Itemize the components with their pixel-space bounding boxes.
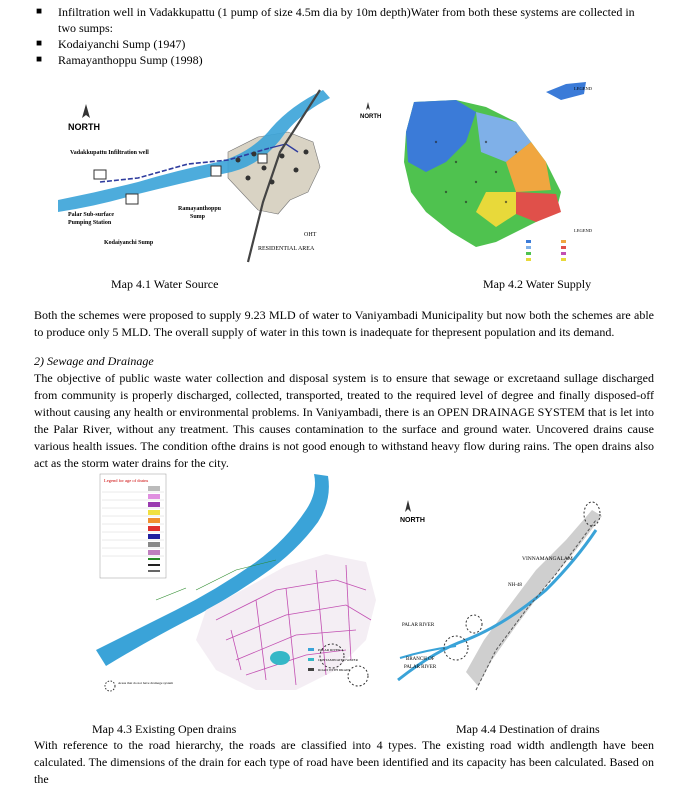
figure-caption: Map 4.2 Water Supply (483, 277, 592, 291)
map-existing-open-drains (96, 470, 382, 706)
figure-caption: Map 4.4 Destination of drains (456, 722, 600, 736)
bullet-list (34, 4, 654, 68)
figure-caption: Map 4.3 Existing Open drains (92, 722, 237, 736)
figure-caption: Map 4.1 Water Source (111, 277, 219, 291)
map-label: VINNAMANGALAM (522, 556, 573, 562)
map-water-supply (356, 82, 604, 272)
legend-label: Areas that do not have drainage system (118, 681, 174, 685)
paragraph: The objective of public waste water collection and disposal system is to ensure that sewage or excretaand sullage discharged from community is properly discharged, collected, transported, treated to the required level of degree and finally disposed-off without causing any health or environmental problems. In Vaniyambadi, there is an OPEN DRAINAGE SYSTEM that is let into the Palar River, without any treatment. This causes contamination to the surface and ground water. Uncovered drains cause various health issues. The condition ofthe drains is not good enough to withstand heavy flow during rains. The open drains also act as the storm water drains for the city. (34, 371, 654, 470)
north-label: NORTH (68, 122, 100, 132)
map-label: BRANCH OF (406, 657, 435, 662)
bullet-icon: ■ (36, 6, 43, 17)
north-label: NORTH (360, 114, 382, 120)
map-label: NH-48 (508, 583, 522, 588)
bullet-text: Infiltration well in Vadakkupattu (1 pump of size 4.5m dia by 10m depth)Water from both these systems are collected in two sumps: (58, 5, 635, 35)
list-item (34, 4, 654, 36)
bullet-text: Ramayanthoppu Sump (1998) (58, 53, 203, 67)
map-label: PALAR RIVER (404, 665, 437, 670)
legend-label: LEGEND (574, 228, 592, 233)
bullet-text: Kodaiyanchi Sump (1947) (58, 37, 186, 51)
section-heading: 2) Sewage and Drainage (34, 354, 154, 368)
paragraph: With reference to the road hierarchy, the roads are classified into 4 types. The existing road width andlength have been calculated. The dimensions of the drain for each type of road have been identified and its capacity has been calculated. Based on the (34, 738, 654, 786)
map-label: RESIDENTIAL AREA (258, 246, 315, 252)
list-item (34, 36, 654, 52)
paragraph: Both the schemes were proposed to supply 9.23 MLD of water to Vaniyambadi Municipality but now both the schemes are able to produce only 5 MLD. The overall supply of water in this town is inadequate for thepresent population and its demand. (34, 308, 654, 339)
map-destination-graphic (396, 490, 610, 702)
bullet-icon: ■ (36, 54, 43, 65)
map-label: Pumping Station (68, 220, 112, 226)
legend-label: LEGEND (574, 86, 592, 91)
map-label: OHT (304, 232, 317, 238)
map-label: Kodaiyanchi Sump (104, 240, 154, 246)
list-item (34, 52, 654, 68)
legend-title: Legend for age of drains (104, 478, 149, 483)
map-water-source-graphic (58, 82, 336, 264)
map-label: Palar Sub-surface (68, 212, 115, 218)
legend-label: CONTAMINATED WATER (318, 658, 359, 662)
map-existing-open-drains-graphic (96, 470, 382, 706)
legend-label: PALAR RIVER (318, 648, 341, 652)
map-label: Vadakkupattu Infiltration well (70, 150, 149, 156)
map-label: PALAR RIVER (402, 623, 435, 628)
map-water-supply-graphic (356, 82, 604, 272)
map-destination-of-drains (396, 490, 610, 702)
map-water-source (58, 82, 336, 264)
legend-label: ROAD WITH DRAIN (318, 668, 350, 672)
map-label: Sump (190, 214, 206, 220)
north-label: NORTH (400, 517, 425, 524)
map-label: Ramayanthoppu (178, 206, 222, 212)
bullet-icon: ■ (36, 38, 43, 49)
